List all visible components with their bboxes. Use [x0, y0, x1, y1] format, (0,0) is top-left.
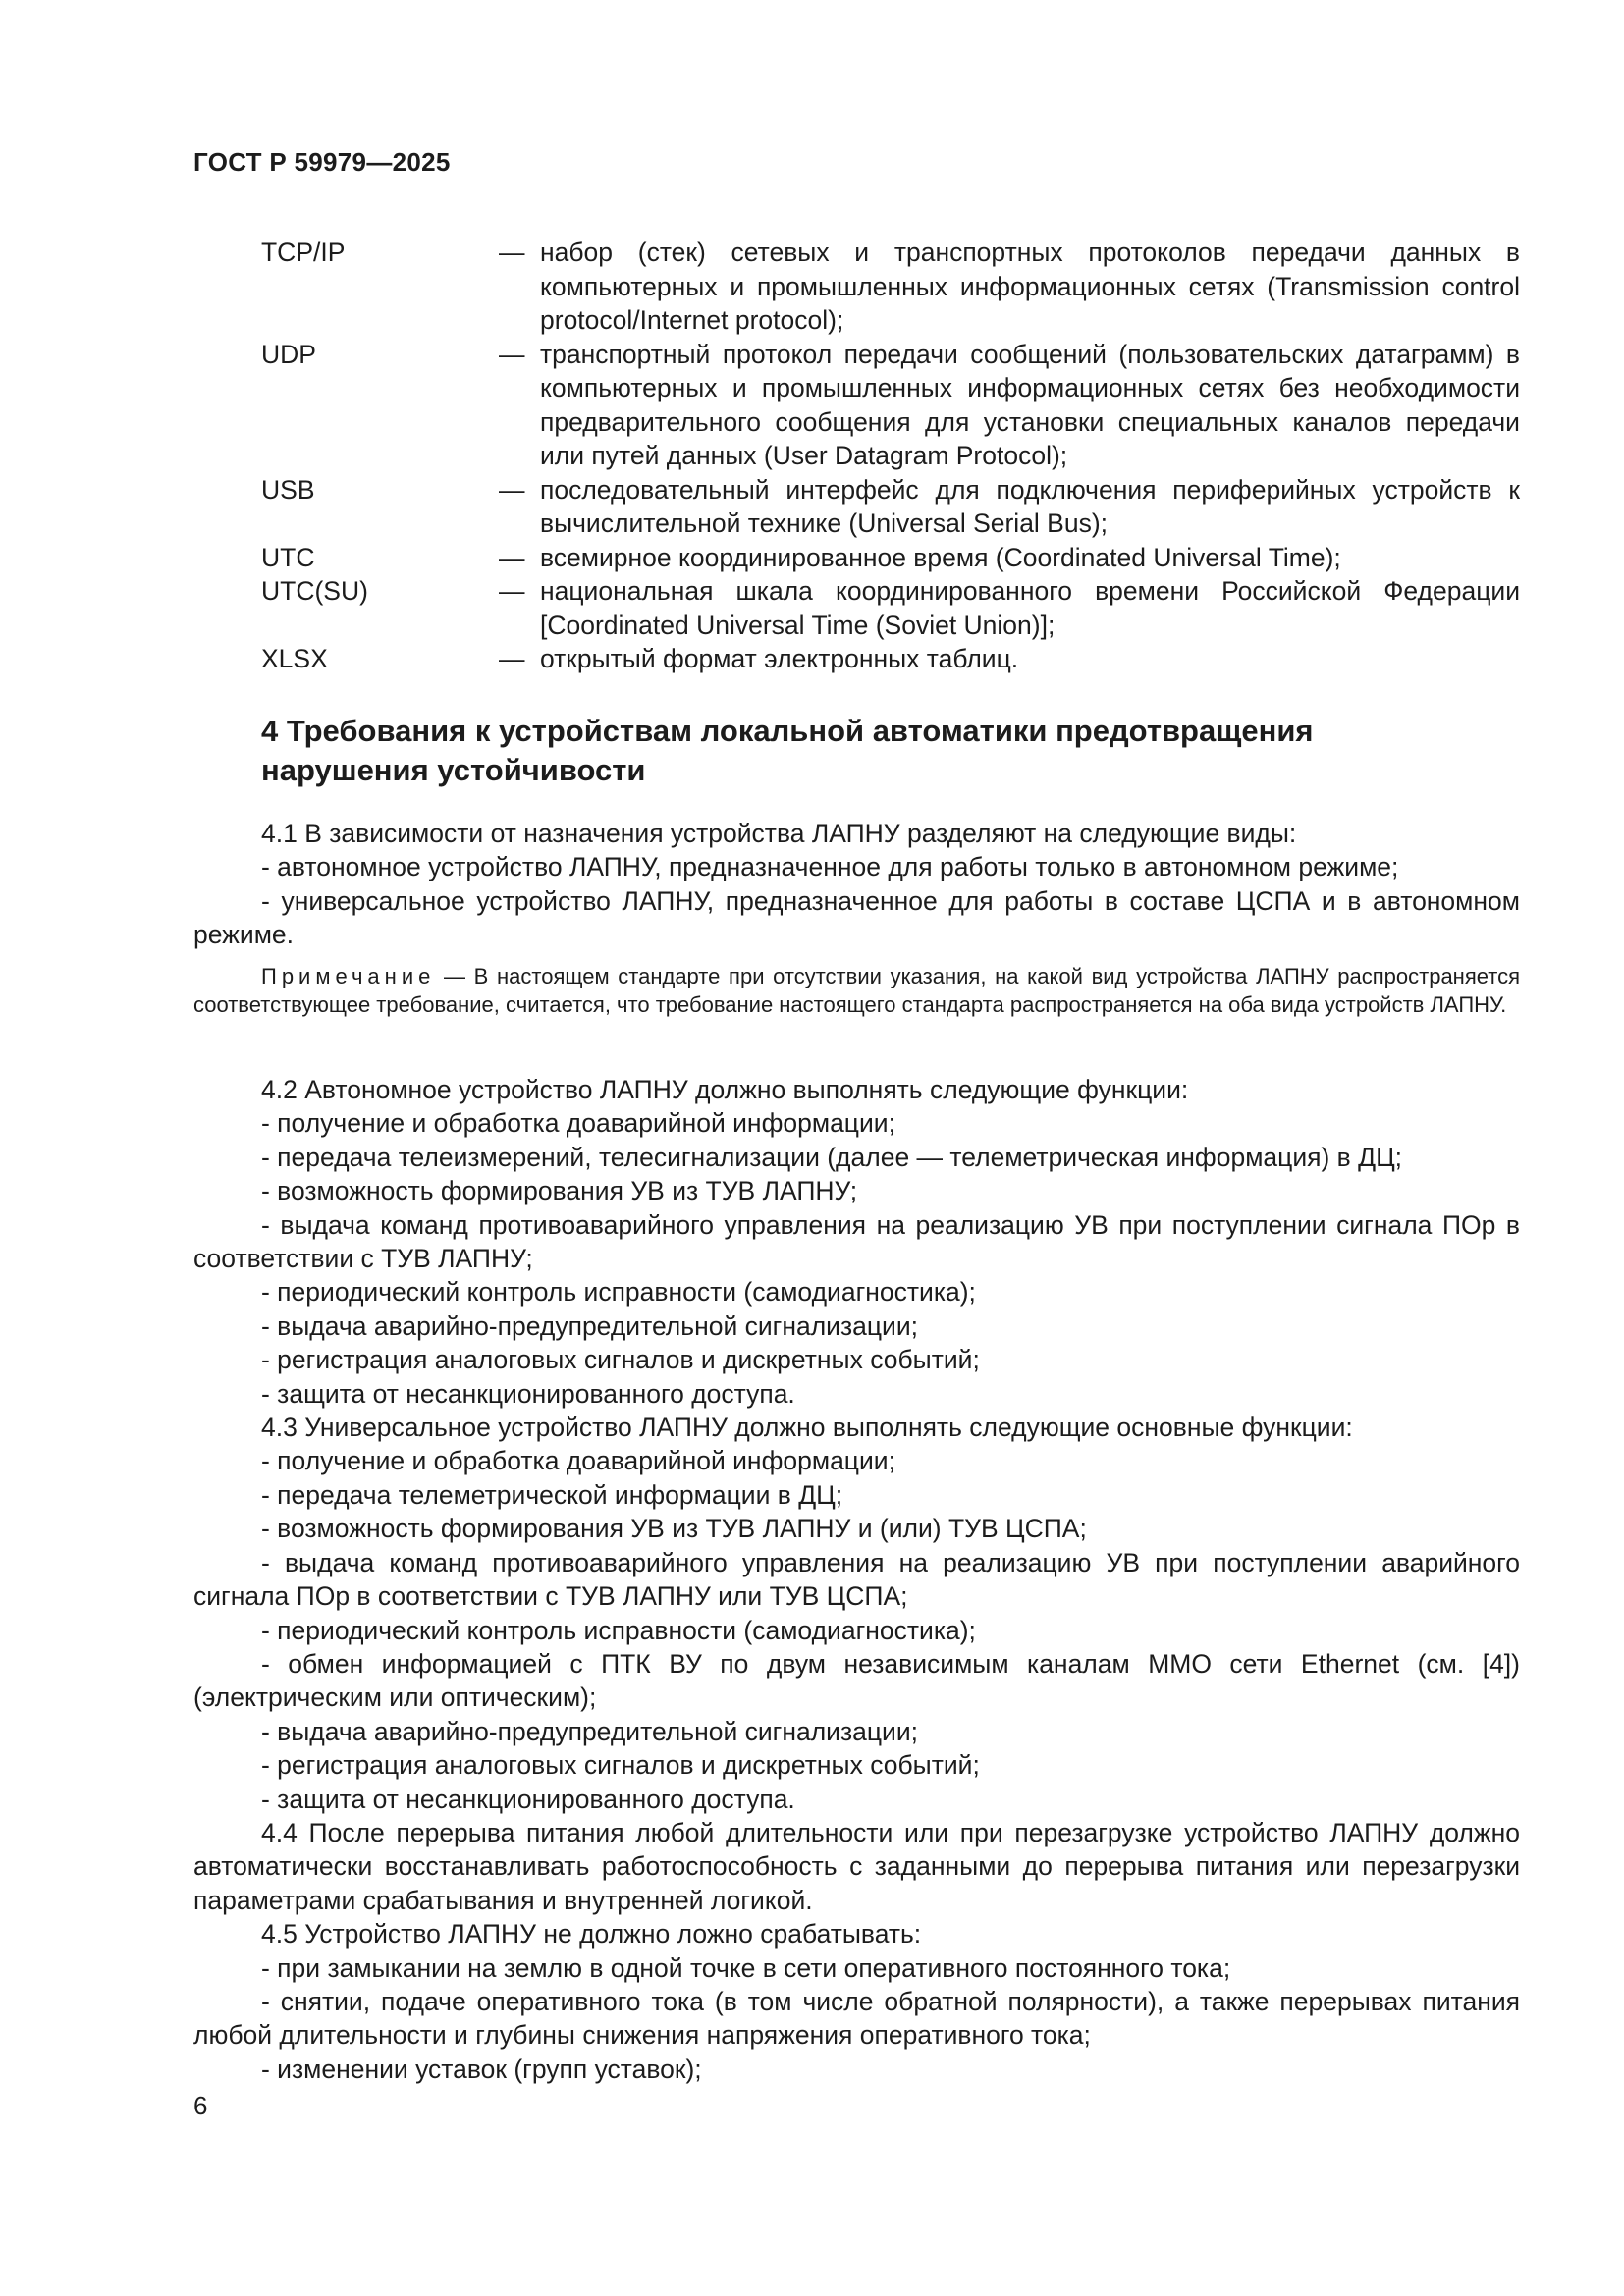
list-item: - автономное устройство ЛАПНУ, предназначенное для работы только в автономном режиме; — [261, 852, 1399, 882]
abbreviation-dash: — — [499, 644, 525, 673]
abbreviation-term: UTC — [261, 542, 315, 572]
list-item: - защита от несанкционированного доступа. — [261, 1784, 795, 1814]
list-item: - передача телеизмерений, телесигнализации (далее — телеметрическая информация) в ДЦ; — [261, 1142, 1403, 1172]
abbreviation-definition: последовательный интерфейс для подключения периферийных устройств к вычислительной технике (Universal Serial Bus); — [540, 474, 1520, 538]
abbreviation-definition: транспортный протокол передачи сообщений (пользовательских датаграмм) в компьютерных и промышленных информационных сетях без необходимости предварительного сообщения для установки специальных каналов передачи или путей данных (User Datagram Protocol); — [540, 339, 1520, 470]
list-item: - защита от несанкционированного доступа. — [261, 1378, 795, 1409]
paragraph: 4.5 Устройство ЛАПНУ не должно ложно срабатывать: — [261, 1919, 922, 1949]
abbreviation-row — [261, 338, 1520, 473]
abbreviation-row — [261, 574, 1520, 642]
abbreviation-row — [261, 473, 1520, 541]
abbreviation-term: XLSX — [261, 644, 328, 673]
abbreviation-term: TCP/IP — [261, 238, 346, 267]
abbreviation-row — [261, 541, 1520, 575]
document-header: ГОСТ Р 59979—2025 — [193, 147, 451, 177]
list-item: - выдача аварийно-предупредительной сигнализации; — [261, 1716, 918, 1746]
list-item: - обмен информацией с ПТК ВУ по двум независимым каналам ММО сети Ethernet (см. [4]) (электрическим или оптическим); — [193, 1648, 1520, 1713]
abbreviation-dash: — — [499, 339, 525, 369]
paragraph: 4.3 Универсальное устройство ЛАПНУ должно выполнять следующие основные функции: — [261, 1413, 1353, 1443]
list-item: - изменении уставок (групп уставок); — [261, 2054, 702, 2084]
note — [193, 962, 1520, 1019]
abbreviation-dash: — — [499, 542, 525, 572]
list-item: - периодический контроль исправности (самодиагностика); — [261, 1615, 976, 1645]
list-item: - получение и обработка доаварийной информации; — [261, 1446, 895, 1476]
note-label: Примечание — [261, 964, 436, 988]
list-item: - периодический контроль исправности (самодиагностика); — [261, 1277, 976, 1308]
abbreviation-definition: открытый формат электронных таблиц. — [540, 644, 1019, 673]
abbreviation-dash: — — [499, 576, 525, 606]
list-item: - при замыкании на землю в одной точке в сети оперативного постоянного тока; — [261, 1952, 1231, 1983]
abbreviation-term: UTC(SU) — [261, 576, 368, 606]
abbreviation-row — [261, 236, 1520, 338]
abbreviation-definition: набор (стек) сетевых и транспортных протоколов передачи данных в компьютерных и промышленных информационных сетях (Transmission control protocol/Internet protocol); — [540, 238, 1520, 335]
list-item: - регистрация аналоговых сигналов и дискретных событий; — [261, 1750, 980, 1781]
list-item: - получение и обработка доаварийной информации; — [261, 1108, 895, 1139]
list-item: - возможность формирования УВ из ТУВ ЛАПНУ и (или) ТУВ ЦСПА; — [261, 1514, 1087, 1544]
list-item: - передача телеметрической информации в ДЦ; — [261, 1479, 843, 1510]
abbreviation-term: UDP — [261, 339, 316, 369]
abbreviations-list — [261, 236, 1520, 676]
section-body-part-1 — [193, 817, 1520, 952]
list-item: - универсальное устройство ЛАПНУ, предназначенное для работы в составе ЦСПА и в автономном режиме. — [193, 885, 1520, 950]
paragraph: 4.1 В зависимости от назначения устройства ЛАПНУ разделяют на следующие виды: — [261, 819, 1297, 848]
page-number: 6 — [193, 2091, 208, 2120]
abbreviation-dash: — — [499, 238, 525, 267]
list-item: - возможность формирования УВ из ТУВ ЛАПНУ; — [261, 1176, 858, 1206]
list-item: - регистрация аналоговых сигналов и дискретных событий; — [261, 1345, 980, 1375]
list-item: - выдача аварийно-предупредительной сигнализации; — [261, 1310, 918, 1341]
abbreviation-term: USB — [261, 474, 315, 505]
abbreviation-definition: всемирное координированное время (Coordinated Universal Time); — [540, 542, 1341, 572]
abbreviation-definition: национальная шкала координированного времени Российской Федерации [Coordinated Universal Time (Soviet Union)]; — [540, 576, 1520, 640]
paragraph: 4.2 Автономное устройство ЛАПНУ должно выполнять следующие функции: — [261, 1075, 1189, 1104]
note-text: — В настоящем стандарте при отсутствии указания, на какой вид устройства ЛАПНУ распространяется соответствующее требование, считается, что требование настоящего стандарта распространяется на оба вида устройств ЛАПНУ. — [193, 964, 1520, 1017]
section-body-part-2 — [193, 1073, 1520, 2086]
abbreviation-row — [261, 642, 1520, 676]
section-title: 4 Требования к устройствам локальной автоматики предотвращения нарушения устойчивости — [261, 714, 1314, 787]
abbreviation-dash: — — [499, 474, 525, 505]
list-item: - выдача команд противоаварийного управления на реализацию УВ при поступлении сигнала ПОр в соответствии с ТУВ ЛАПНУ; — [193, 1209, 1520, 1274]
list-item: - снятии, подаче оперативного тока (в том числе обратной полярности), а также перерывах питания любой длительности и глубины снижения напряжения оперативного тока; — [193, 1986, 1520, 2051]
paragraph: 4.4 После перерыва питания любой длительности или при перезагрузке устройство ЛАПНУ должно автоматически восстанавливать работоспособность с заданными до перерыва питания или перезагрузки параметрами срабатывания и внутренней логикой. — [193, 1817, 1520, 1915]
list-item: - выдача команд противоаварийного управления на реализацию УВ при поступлении аварийного сигнала ПОр в соответствии с ТУВ ЛАПНУ или ТУВ ЦСПА; — [193, 1547, 1520, 1612]
